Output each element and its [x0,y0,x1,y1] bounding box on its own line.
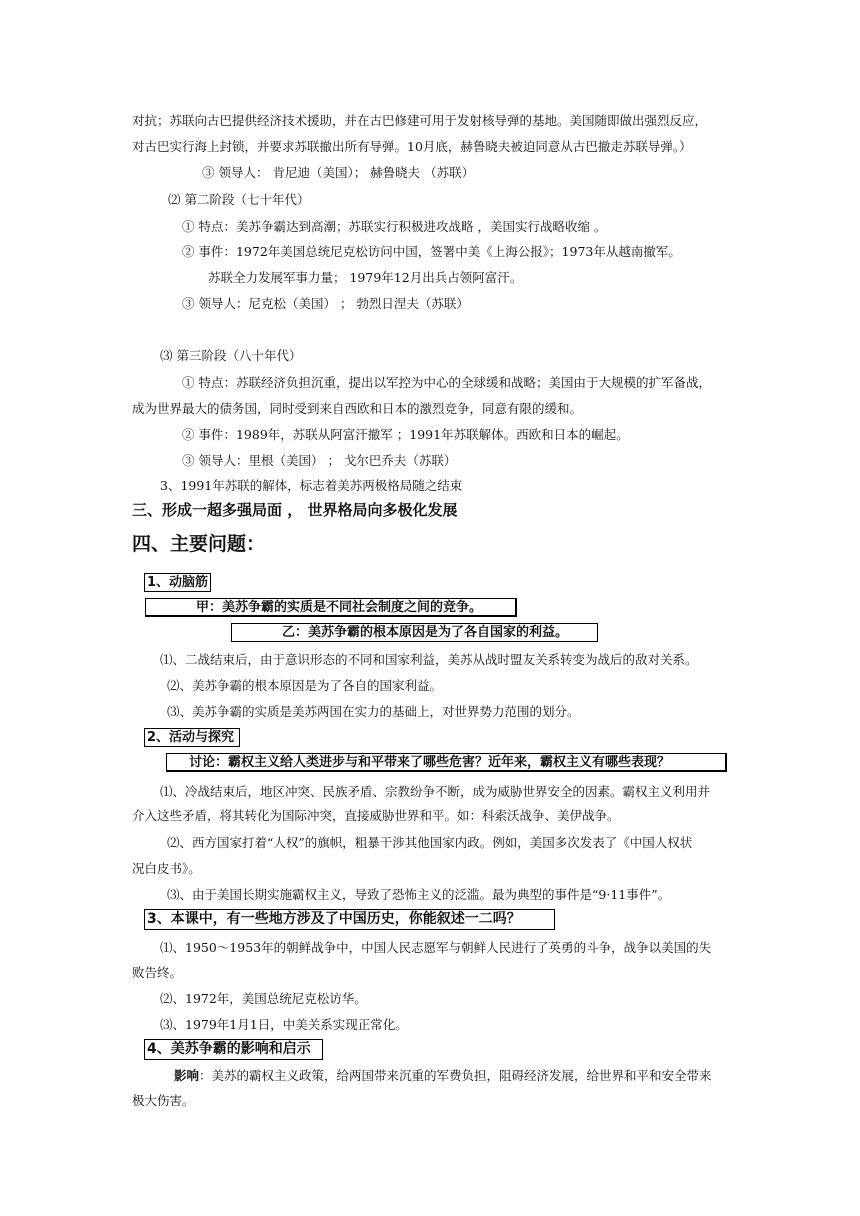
text-line: ⑶、1979年1月1日，中美关系实现正常化。 [160,1017,408,1032]
text-line: 败告终。 [132,965,183,980]
text-line: ② 事件：1972年美国总统尼克松访问中国，签署中美《上海公报》；1973年从越南撤军。 [182,244,681,259]
text-line: ⑵、美苏争霸的根本原因是为了各自的国家利益。 [167,678,443,693]
text-line: ⑴、二战结束后，由于意识形态的不同和国家利益，美苏从战时盟友关系转变为战后的敌对关系。 [160,652,698,667]
question-box-4: 4、美苏争霸的影响和启示 [144,1039,323,1060]
impact-label: 影响 [174,1068,200,1083]
text-line: 介入这些矛盾，将其转化为国际冲突，直接威胁世界和平。如：科索沃战争、美伊战争。 [132,808,620,823]
text-line: 苏联全力发展军事力量； 1979年12月出兵占领阿富汗。 [208,270,523,285]
section-subheading: ⑵ 第二阶段（七十年代） [168,192,310,207]
text-line: ② 事件：1989年，苏联从阿富汗撤军 ；1991年苏联解体。西欧和日本的崛起。 [182,427,629,442]
text-line: ⑴、1950～1953年的朝鲜战争中，中国人民志愿军与朝鲜人民进行了英勇的斗争，战争以美国的失 [160,940,712,955]
text-line: 3、1991年苏联的解体，标志着美苏两极格局随之结束 [160,478,463,493]
text-line: 对古巴实行海上封锁，并要求苏联撤出所有导弹。10月底，赫鲁晓夫被迫同意从古巴撤走苏联导弹。） [132,139,692,154]
statement-box-yi: 乙：美苏争霸的根本原因是为了各自国家的利益。 [231,623,598,642]
text-line: ⑶、由于美国长期实施霸权主义，导致了恐怖主义的泛滥。最为典型的事件是“9·11事件”。 [167,887,671,902]
text-line: 成为世界最大的债务国，同时受到来自西欧和日本的激烈竞争，同意有限的缓和。 [132,401,583,416]
text-line: ③ 领导人：里根（美国） ； 戈尔巴乔夫（苏联） [182,453,457,468]
text-line: ⑴、冷战结束后，地区冲突、民族矛盾、宗教纷争不断，成为威胁世界安全的因素。霸权主义利用并 [160,784,711,799]
text-line: ⑵、1972年，美国总统尼克松访华。 [160,991,367,1006]
impact-text: ：美苏的霸权主义政策，给两国带来沉重的军费负担，阻碍经济发展，给世界和平和安全带来 [199,1068,712,1083]
question-box-2: 2、活动与探究 [144,728,240,747]
discussion-box: 讨论：霸权主义给人类进步与和平带来了哪些危害？近年来，霸权主义有哪些表现？ [166,753,727,772]
text-line: ① 特点：苏联经济负担沉重，提出以军控为中心的全球缓和战略；美国由于大规模的扩军备战， [182,375,711,390]
section-heading-4: 四、主要问题： [132,533,266,555]
text-line: ⑶、美苏争霸的实质是美苏两国在实力的基础上，对世界势力范围的划分。 [167,704,580,719]
question-box-3: 3、本课中，有一些地方涉及了中国历史，你能叙述一二吗？ [144,909,555,930]
section-subheading: ⑶ 第三阶段（八十年代） [160,348,302,363]
section-heading-3: 三、形成一超多强局面 ， 世界格局向多极化发展 [132,501,458,519]
text-line: 极大伤害。 [132,1093,195,1108]
statement-box-jia: 甲：美苏争霸的实质是不同社会制度之间的竞争。 [145,598,517,617]
question-box-1: 1、动脑筋 [144,573,211,592]
text-line: ③ 领导人：尼克松（美国） ； 勃烈日涅夫（苏联） [182,296,469,311]
text-line: 况白皮书》。 [132,861,201,876]
text-line [174,1067,712,1085]
text-line: ⑵、西方国家打着“人权”的旗帜，粗暴干涉其他国家内政。例如，美国多次发表了《中国人权状 [167,835,693,850]
text-line: ③ 领导人： 肯尼迪（美国）； 赫鲁晓夫 （苏联） [202,165,475,180]
text-line: 对抗；苏联向古巴提供经济技术援助，并在古巴修建可用于发射核导弹的基地。美国随即做出强烈反应， [132,113,708,128]
text-line: ① 特点：美苏争霸达到高潮；苏联实行积极进攻战略 ，美国实行战略收缩 。 [182,219,607,234]
